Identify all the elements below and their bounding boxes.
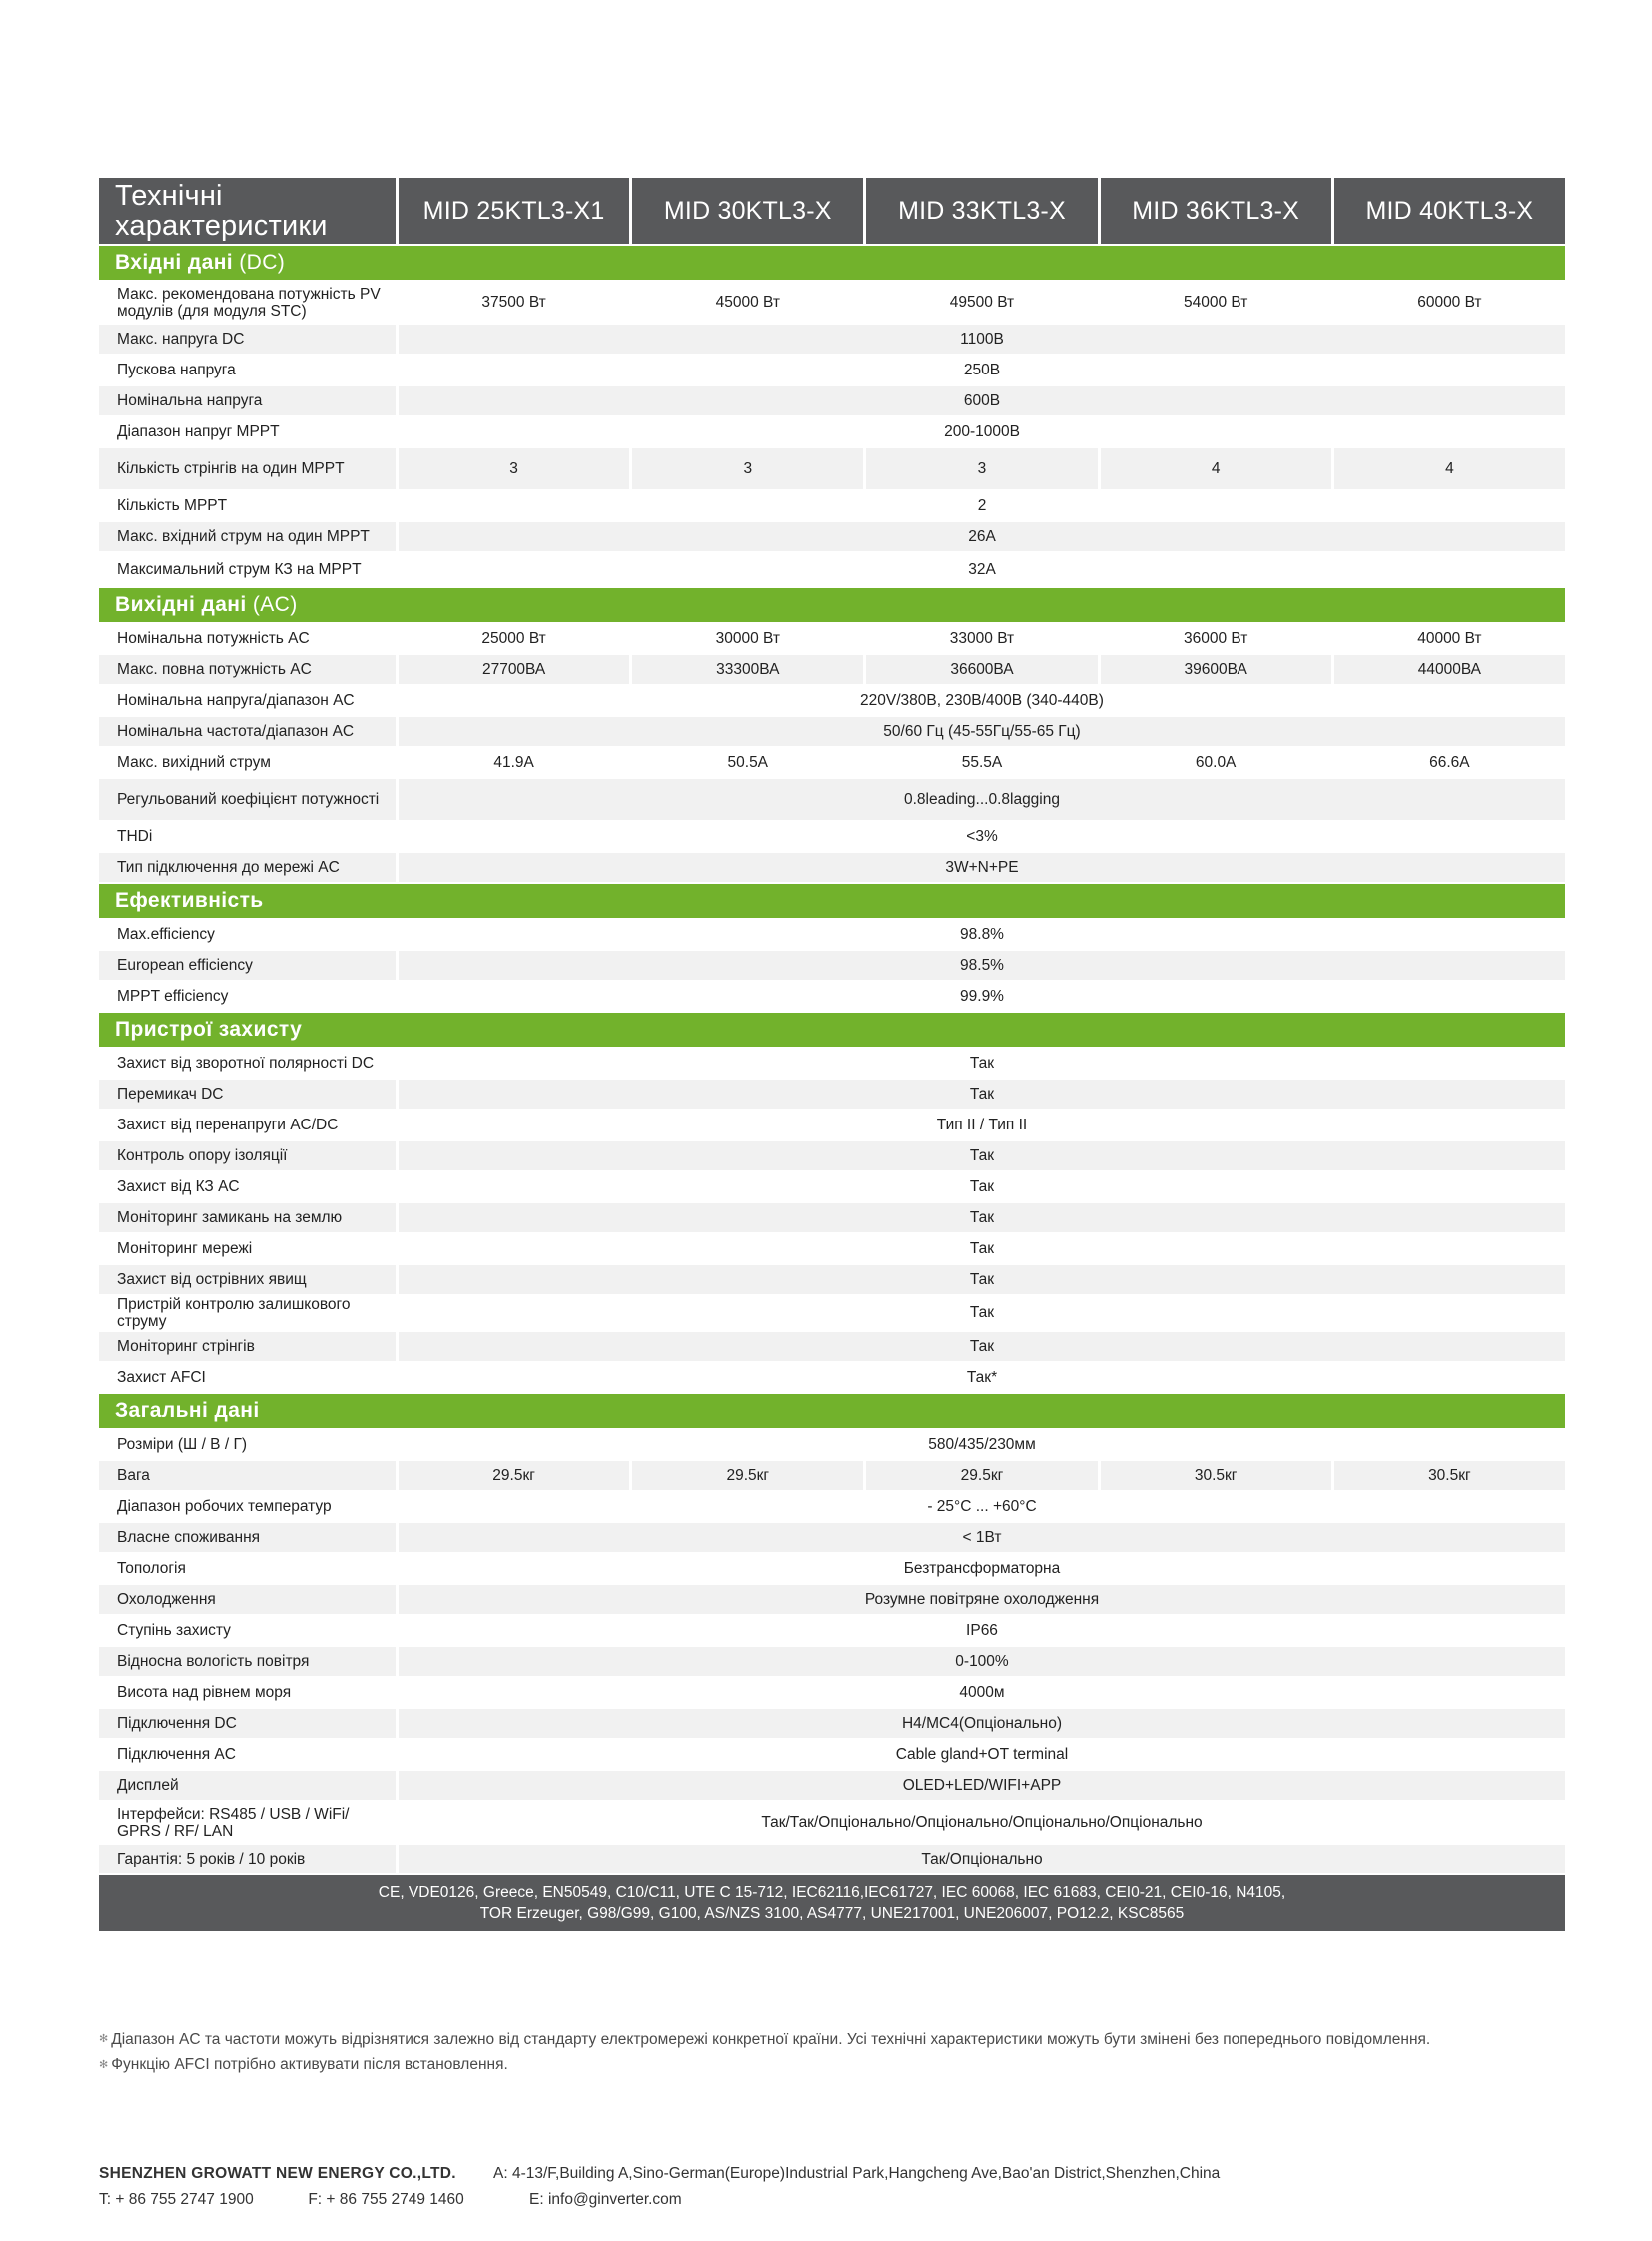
model-header: MID 30KTL3-X — [632, 178, 863, 244]
row-label: Номінальна напруга/діапазон AC — [117, 692, 355, 709]
row-value: Так — [399, 1332, 1565, 1361]
row-value: 98.8% — [960, 925, 1004, 943]
row-label: Моніторинг замикань на землю — [99, 1203, 396, 1232]
row-label: Max.efficiency — [117, 926, 215, 943]
row-label: Перемикач DC — [99, 1080, 396, 1109]
row-value: < 1Вт — [399, 1523, 1565, 1552]
certifications-line: CE, VDE0126, Greece, EN50549, C10/C11, UTE C 15-712, IEC62116,IEC61727, IEC 60068, IEC 61683, CEI0-21, CEI0-16, N4105, — [378, 1884, 1286, 1901]
table-row — [99, 1461, 1565, 1490]
table-row — [99, 1523, 1565, 1552]
section-suffix: (DC) — [239, 251, 286, 274]
row-value: 26A — [399, 522, 1565, 551]
row-value: 2 — [977, 496, 987, 514]
row-label: Відносна вологість повітря — [99, 1647, 396, 1676]
row-label: Макс. напруга DC — [99, 325, 396, 354]
row-value: 29.5кг — [866, 1461, 1097, 1490]
row-value: 4 — [1101, 448, 1331, 489]
table-row — [99, 1203, 1565, 1232]
row-value: Розумне повітряне охолодження — [399, 1585, 1565, 1614]
row-value: Так/Опціонально — [399, 1845, 1565, 1873]
row-value: Так — [969, 1239, 995, 1257]
row-value: Так — [399, 1265, 1565, 1294]
row-value: 3 — [866, 448, 1097, 489]
row-value: Тип II / Тип II — [936, 1116, 1028, 1133]
table-row — [99, 951, 1565, 980]
phone: T: + 86 755 2747 1900 — [99, 2191, 254, 2208]
header-row — [99, 178, 1565, 244]
row-label: Тип підключення до мережі AC — [99, 853, 396, 882]
row-value: Так* — [966, 1368, 998, 1386]
table-row — [99, 1647, 1565, 1676]
section-title: Ефективність — [115, 889, 264, 912]
table-row — [99, 1802, 1565, 1843]
row-label: Охолодження — [99, 1585, 396, 1614]
row-value: Безтрансформаторна — [903, 1559, 1061, 1577]
section-header-ac — [99, 588, 1565, 622]
row-value: 49500 Вт — [949, 293, 1015, 311]
table-row — [99, 553, 1565, 586]
row-value: 45000 Вт — [715, 293, 780, 311]
table-row — [99, 853, 1565, 882]
row-value: 250В — [963, 361, 1001, 378]
row-value: 3 — [399, 448, 629, 489]
table-row — [99, 386, 1565, 415]
row-label: Моніторинг стрінгів — [99, 1332, 396, 1361]
table-row — [99, 417, 1565, 446]
model-header: MID 33KTL3-X — [866, 178, 1097, 244]
row-label: Максимальний струм КЗ на MPPT — [117, 561, 362, 578]
row-value: 30.5кг — [1334, 1461, 1565, 1490]
row-label: Підключення DC — [99, 1709, 396, 1738]
row-value: 33300ВА — [632, 655, 863, 684]
table-row — [99, 1296, 1565, 1330]
row-label: Висота над рівнем моря — [117, 1684, 292, 1701]
footnote: ✻ Діапазон AC та частоти можуть відрізнятися залежно від стандарту електромережі конкретної країни. Усі технічні характеристики можуть бути змінені без попереднього повідомлення. — [99, 2031, 1431, 2048]
row-label: Розміри (Ш / В / Г) — [117, 1436, 247, 1453]
row-value: IP66 — [966, 1621, 998, 1639]
phone-line — [99, 2191, 464, 2209]
row-value: 50.5A — [727, 753, 769, 771]
row-value: 30000 Вт — [715, 629, 780, 647]
row-value: 60.0A — [1195, 753, 1237, 771]
model-header: MID 25KTL3-X1 — [399, 178, 629, 244]
row-label: Номінальна напруга — [99, 386, 396, 415]
row-value: 33000 Вт — [949, 629, 1015, 647]
spec-table — [96, 176, 1568, 1933]
table-row — [99, 356, 1565, 384]
row-value: 4 — [1334, 448, 1565, 489]
row-value: 54000 Вт — [1183, 293, 1248, 311]
table-row — [99, 1740, 1565, 1769]
table-row — [99, 522, 1565, 551]
table-row — [99, 1771, 1565, 1800]
company-address: A: 4-13/F,Building A,Sino-German(Europe)Industrial Park,Hangcheng Ave,Bao'an District,Shenzhen,China — [493, 2165, 1221, 2182]
row-value: 3 — [632, 448, 863, 489]
section-title: Вхідні дані — [115, 251, 234, 274]
row-value: 99.9% — [960, 987, 1004, 1005]
row-label: Номінальна потужність AC — [117, 630, 310, 647]
section-title: Загальні дані — [115, 1399, 260, 1422]
certifications-line: TOR Erzeuger, G98/G99, G100, AS/NZS 3100, AS4777, UNE217001, UNE206007, PO12.2, KSC8565 — [479, 1905, 1185, 1922]
row-label: Захист AFCI — [117, 1369, 206, 1386]
row-label: Контроль опору ізоляції — [99, 1141, 396, 1170]
row-label: THDi — [117, 828, 153, 845]
row-value: 600В — [399, 386, 1565, 415]
row-label: Номінальна частота/діапазон AC — [99, 717, 396, 746]
row-value: <3% — [966, 827, 998, 845]
table-row — [99, 1430, 1565, 1459]
row-value: 220V/380В, 230В/400В (340-440В) — [860, 691, 1104, 709]
row-value: Так — [969, 1304, 995, 1321]
row-label: Макс. вхідний струм на один MPPT — [99, 522, 396, 551]
table-row — [99, 491, 1565, 520]
row-label: Захист від КЗ AC — [117, 1178, 240, 1195]
row-value: 36600ВА — [866, 655, 1097, 684]
table-title: Технічні характеристики — [99, 178, 396, 244]
table-row — [99, 822, 1565, 851]
table-row — [99, 1492, 1565, 1521]
table-row — [99, 1172, 1565, 1201]
row-value: - 25°C ... +60°C — [927, 1497, 1037, 1515]
row-label: Діапазон робочих температур — [117, 1498, 332, 1515]
table-row — [99, 1141, 1565, 1170]
row-value: 66.6A — [1429, 753, 1470, 771]
row-value: 41.9A — [493, 753, 534, 771]
row-label: Вага — [99, 1461, 396, 1490]
row-label: Макс. вихідний струм — [117, 754, 271, 771]
row-value: 29.5кг — [399, 1461, 629, 1490]
row-label: Макс. повна потужність AC — [99, 655, 396, 684]
table-row — [99, 1709, 1565, 1738]
row-value: 0.8leading...0.8lagging — [399, 779, 1565, 820]
row-label: Захист від перенапруги AC/DC — [117, 1117, 339, 1133]
footnote-marker: ✻ — [99, 2033, 109, 2046]
company-email: E: info@ginverter.com — [529, 2191, 682, 2208]
row-value: 1100В — [399, 325, 1565, 354]
row-value: 580/435/230мм — [928, 1435, 1036, 1453]
table-row — [99, 1678, 1565, 1707]
footnote-marker: ✻ — [99, 2058, 109, 2071]
row-value: 36000 Вт — [1183, 629, 1248, 647]
row-label: Моніторинг мережі — [117, 1240, 253, 1257]
row-label: Пристрій контролю залишкового струму — [117, 1296, 351, 1330]
row-value: 39600ВА — [1101, 655, 1331, 684]
row-label: Діапазон напруг MPPT — [117, 423, 280, 440]
model-header: MID 36KTL3-X — [1101, 178, 1331, 244]
table-row — [99, 1332, 1565, 1361]
row-label: Ступінь захисту — [117, 1622, 231, 1639]
row-value: H4/MC4(Опціонально) — [399, 1709, 1565, 1738]
section-header-dc — [99, 246, 1565, 280]
table-row — [99, 1845, 1565, 1873]
row-label: Інтерфейси: RS485 / USB / WiFi/ GPRS / RF/ LAN — [117, 1805, 350, 1840]
table-row — [99, 1234, 1565, 1263]
table-row — [99, 655, 1565, 684]
row-value: 98.5% — [399, 951, 1565, 980]
footnote: ✻ Функцію AFCI потрібно активувати після встановлення. — [99, 2056, 508, 2074]
row-label: Пускова напруга — [117, 362, 236, 378]
row-value: 0-100% — [399, 1647, 1565, 1676]
row-value: Так — [399, 1203, 1565, 1232]
row-value: 55.5A — [961, 753, 1003, 771]
row-value: OLED+LED/WIFI+APP — [399, 1771, 1565, 1800]
row-label: Топологія — [117, 1560, 186, 1577]
row-value: 37500 Вт — [481, 293, 546, 311]
row-value: 40000 Вт — [1417, 629, 1482, 647]
row-value: 44000ВА — [1334, 655, 1565, 684]
row-label: Дисплей — [99, 1771, 396, 1800]
row-value: 4000м — [959, 1683, 1005, 1701]
row-value: 25000 Вт — [481, 629, 546, 647]
table-row — [99, 1111, 1565, 1139]
row-value: 30.5кг — [1101, 1461, 1331, 1490]
company-name: SHENZHEN GROWATT NEW ENERGY CO.,LTD. — [99, 2165, 456, 2182]
section-title: Вихідні дані — [115, 593, 247, 616]
certifications-row — [99, 1875, 1565, 1931]
model-header: MID 40KTL3-X — [1334, 178, 1565, 244]
row-value: 3W+N+PE — [399, 853, 1565, 882]
row-label: Регульований коефіцієнт потужності — [99, 779, 396, 820]
row-value: 200-1000В — [944, 422, 1020, 440]
table-row — [99, 1265, 1565, 1294]
row-value: Так — [399, 1141, 1565, 1170]
row-value: Так — [399, 1080, 1565, 1109]
table-row — [99, 282, 1565, 323]
table-row — [99, 1585, 1565, 1614]
table-row — [99, 717, 1565, 746]
section-header-prot — [99, 1013, 1565, 1047]
footnotes — [99, 2027, 1430, 2078]
row-label: Кількість стрінгів на один MPPT — [99, 448, 396, 489]
table-row — [99, 1616, 1565, 1645]
row-label: Кількість MPPT — [117, 497, 228, 514]
table-row — [99, 748, 1565, 777]
row-label: Захист від зворотної полярності DC — [117, 1055, 375, 1072]
table-row — [99, 1554, 1565, 1583]
row-value: 29.5кг — [632, 1461, 863, 1490]
row-label: Макс. рекомендована потужність PV модулів (для модуля STC) — [117, 285, 381, 320]
table-row — [99, 624, 1565, 653]
fax: F: + 86 755 2749 1460 — [308, 2191, 464, 2208]
row-value: 50/60 Гц (45-55Гц/55-65 Гц) — [399, 717, 1565, 746]
row-value: Так — [969, 1177, 995, 1195]
row-label: Гарантія: 5 років / 10 років — [99, 1845, 396, 1873]
section-title: Пристрої захисту — [115, 1018, 303, 1041]
table-row — [99, 325, 1565, 354]
table-row — [99, 448, 1565, 489]
table-row — [99, 1363, 1565, 1392]
table-row — [99, 1049, 1565, 1078]
row-value: 27700ВА — [399, 655, 629, 684]
row-value: Так/Так/Опціонально/Опціонально/Опціонально/Опціонально — [761, 1813, 1203, 1831]
row-label: Власне споживання — [99, 1523, 396, 1552]
table-row — [99, 779, 1565, 820]
company-info — [99, 2165, 464, 2208]
row-label: Захист від острівних явищ — [99, 1265, 396, 1294]
spec-sheet — [99, 176, 1565, 1933]
section-suffix: (AC) — [252, 593, 298, 616]
row-value: 32A — [968, 560, 996, 578]
table-row — [99, 920, 1565, 949]
table-row — [99, 686, 1565, 715]
section-header-eff — [99, 884, 1565, 918]
table-row — [99, 1080, 1565, 1109]
row-value: Cable gland+OT terminal — [895, 1745, 1069, 1763]
row-value: Так — [969, 1054, 995, 1072]
table-row — [99, 982, 1565, 1011]
row-label: European efficiency — [99, 951, 396, 980]
row-label: Підключення AC — [117, 1746, 236, 1763]
row-value: 60000 Вт — [1417, 293, 1482, 311]
section-header-gen — [99, 1394, 1565, 1428]
row-label: MPPT efficiency — [117, 988, 229, 1005]
